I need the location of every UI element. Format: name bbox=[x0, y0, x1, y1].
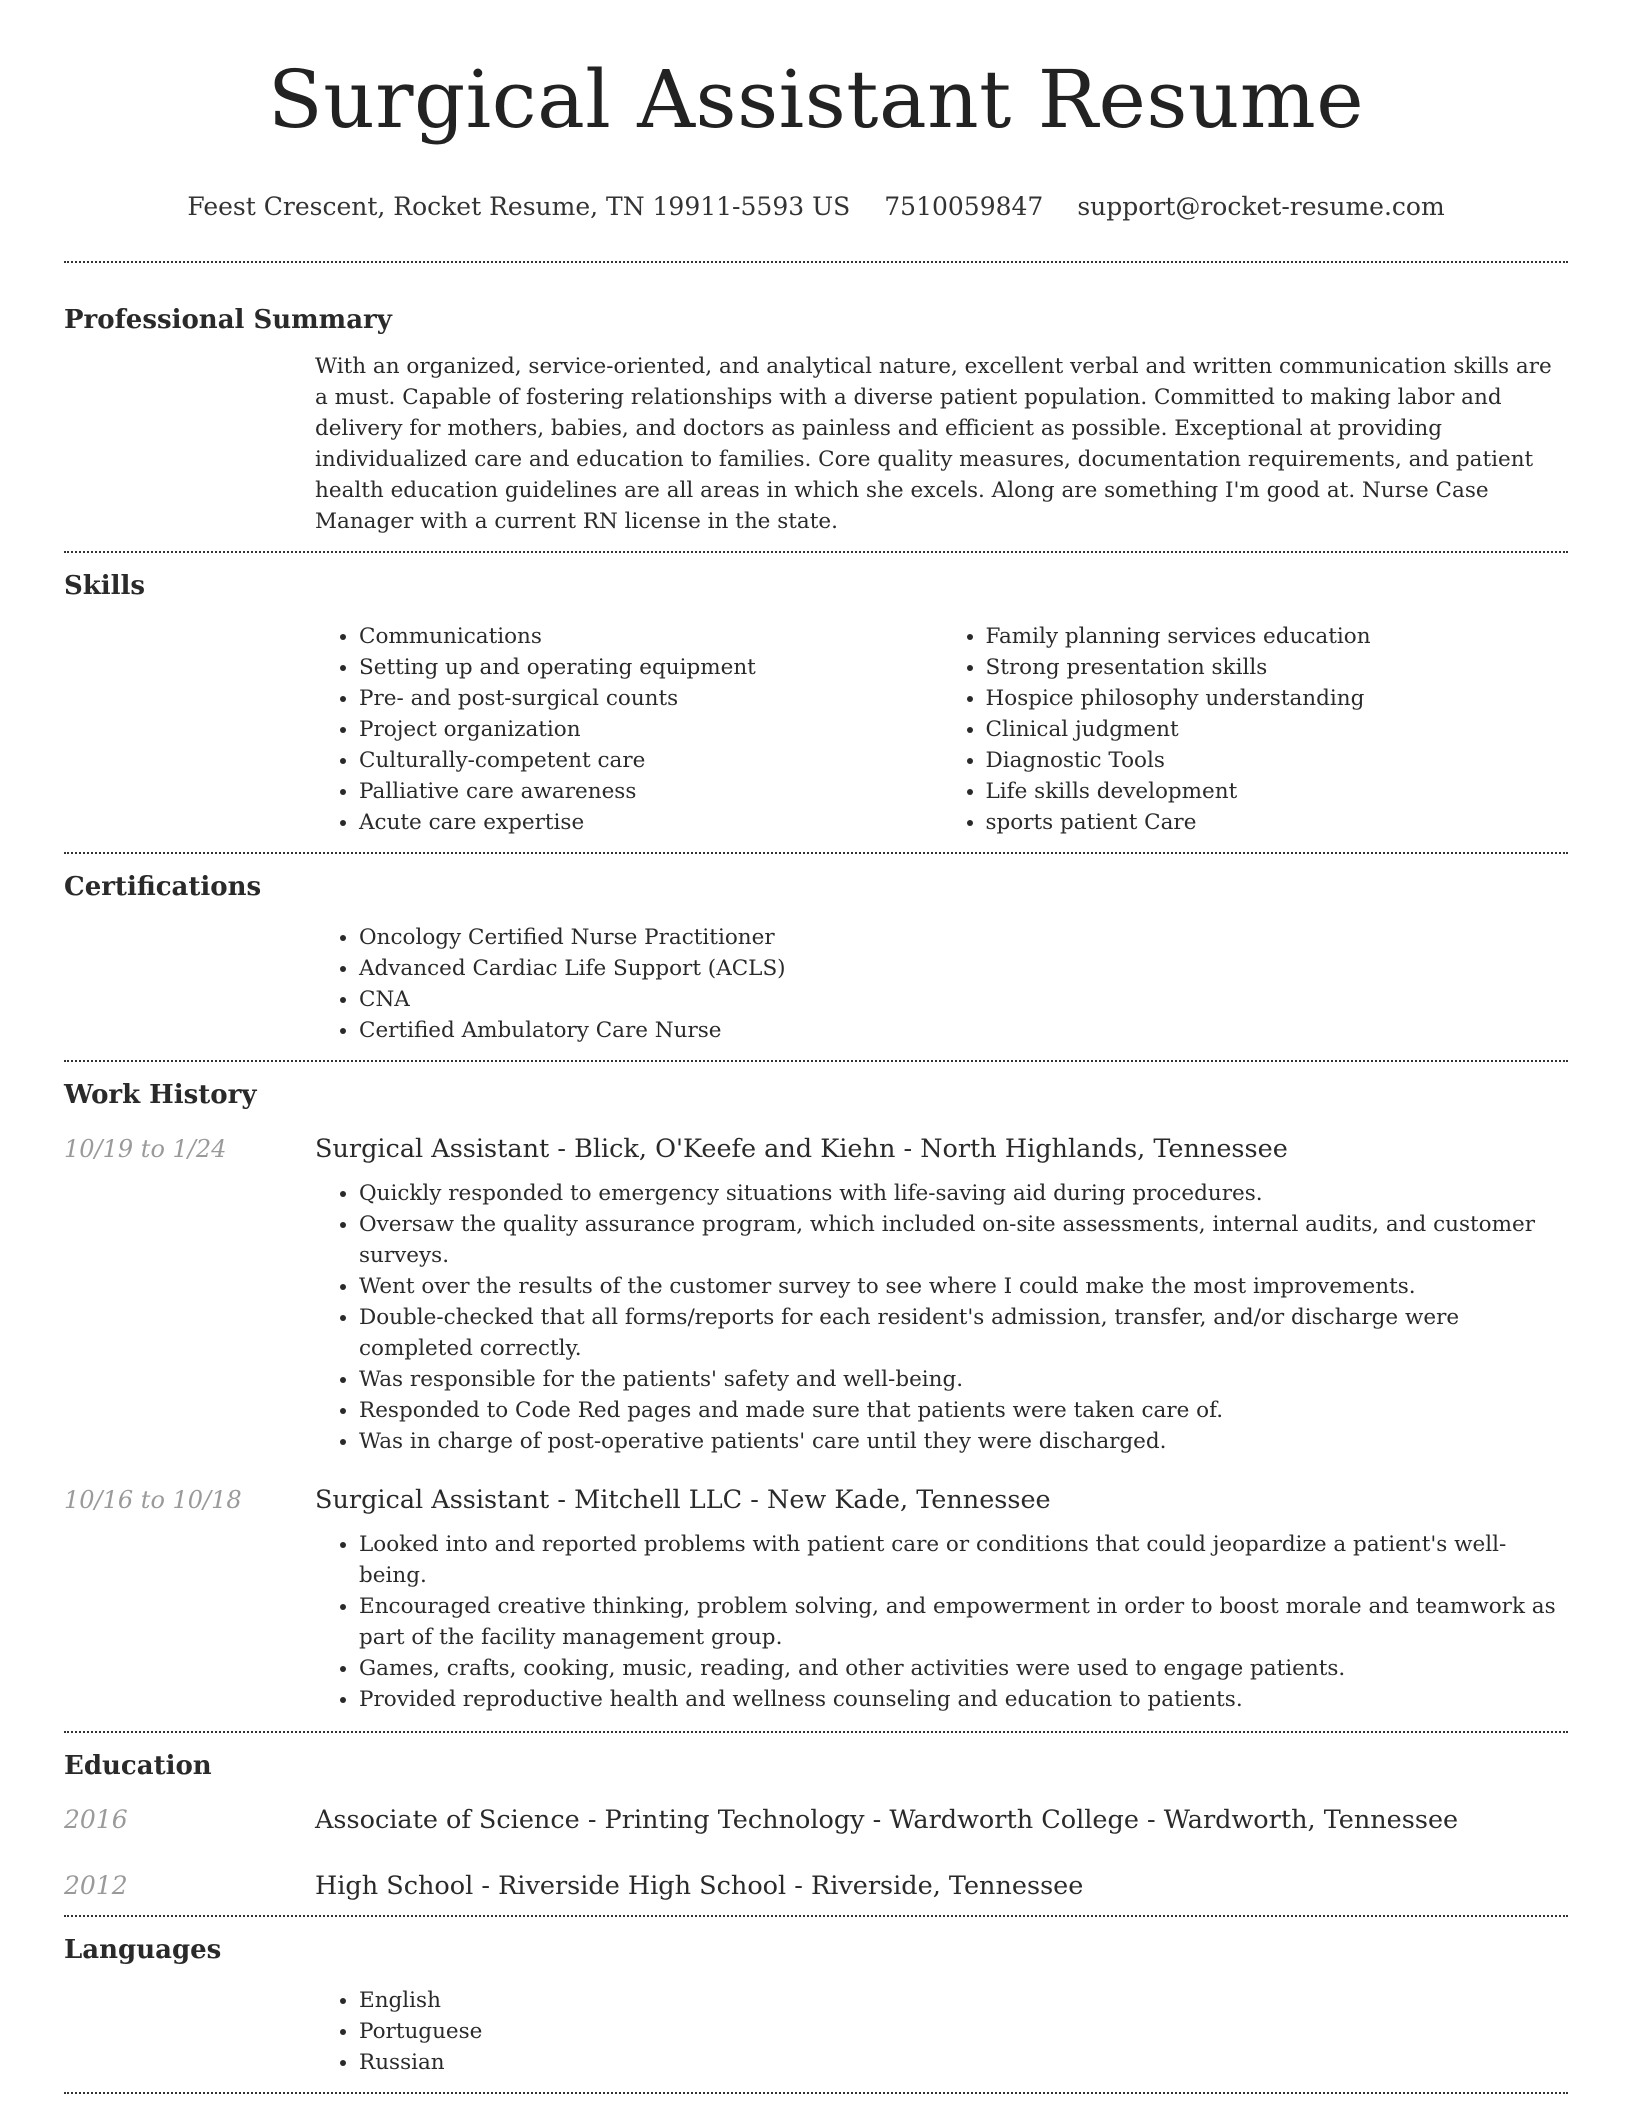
job-entry bbox=[64, 1485, 1568, 1515]
education-entry bbox=[64, 1871, 1568, 1901]
education-section bbox=[64, 1733, 1568, 1915]
summary-text: With an organized, service-oriented, and analytical nature, excellent verbal and written communication skills are a must. Capable of fostering relationships with a diverse patient population. Committed to making labor and delivery for mothers, babies, and doctors as painless and efficient as possible. Exceptional at providing individualized care and education to families. Core quality measures, documentation requirements, and patient health education guidelines are all areas in which she excels. Along are something I'm good at. Nurse Case Manager with a current RN license in the state. bbox=[315, 354, 1552, 534]
certification-item: • CNA bbox=[359, 984, 1568, 1015]
certification-item: • Oncology Certified Nurse Practitioner bbox=[359, 922, 1568, 953]
contact-address: Feest Crescent, Rocket Resume, TN 19911-5593 US bbox=[187, 192, 851, 221]
job-duty: • Went over the results of the customer survey to see where I could make the most improvements. bbox=[359, 1271, 1568, 1302]
skill-item: • Acute care expertise bbox=[359, 807, 942, 838]
job-duty: • Looked into and reported problems with patient care or conditions that could jeopardize a patient's well-being. bbox=[359, 1529, 1568, 1591]
job-dates: 10/16 to 10/18 bbox=[64, 1486, 242, 1514]
skill-item: • Palliative care awareness bbox=[359, 776, 942, 807]
skill-item: • Culturally-competent care bbox=[359, 745, 942, 776]
language-item: • English bbox=[359, 1985, 1568, 2016]
skills-list-left bbox=[315, 621, 942, 838]
job-duty: • Quickly responded to emergency situations with life-saving aid during procedures. bbox=[359, 1178, 1568, 1209]
education-details: - Printing Technology - Wardworth College - Wardworth, Tennessee bbox=[579, 1805, 1459, 1835]
summary-heading: Professional Summary bbox=[64, 305, 392, 335]
job-duty: • Encouraged creative thinking, problem solving, and empowerment in order to boost morale and teamwork as part of the facility management group. bbox=[359, 1591, 1568, 1653]
skill-item: • Pre- and post-surgical counts bbox=[359, 683, 942, 714]
skill-item: • Diagnostic Tools bbox=[986, 745, 1569, 776]
skill-item: • Communications bbox=[359, 621, 942, 652]
contact-phone: 7510059847 bbox=[884, 192, 1044, 221]
job-entry bbox=[64, 1134, 1568, 1164]
languages-list bbox=[315, 1985, 1568, 2078]
contact-email: support@rocket-resume.com bbox=[1077, 192, 1445, 221]
job-title: Surgical Assistant - Blick, O'Keefe and Kiehn - North Highlands, Tennessee bbox=[315, 1134, 1288, 1164]
work-history-heading: Work History bbox=[64, 1080, 257, 1110]
skill-item: • Family planning services education bbox=[986, 621, 1569, 652]
job-duty: • Provided reproductive health and wellness counseling and education to patients. bbox=[359, 1684, 1568, 1715]
job-duties-list bbox=[315, 1529, 1568, 1715]
languages-section bbox=[64, 1917, 1568, 2092]
job-duty: • Games, crafts, cooking, music, reading, and other activities were used to engage patients. bbox=[359, 1653, 1568, 1684]
skill-item: • Clinical judgment bbox=[986, 714, 1569, 745]
skills-section bbox=[64, 553, 1568, 852]
job-duty: • Was responsible for the patients' safety and well-being. bbox=[359, 1364, 1568, 1395]
certification-item: • Certified Ambulatory Care Nurse bbox=[359, 1015, 1568, 1046]
certifications-section bbox=[64, 854, 1568, 1060]
work-history-section bbox=[64, 1062, 1568, 1731]
education-year: 2012 bbox=[64, 1871, 128, 1900]
education-details: - Riverside High School - Riverside, Tennessee bbox=[473, 1871, 1084, 1901]
language-item: • Portuguese bbox=[359, 2016, 1568, 2047]
skills-heading: Skills bbox=[64, 571, 146, 601]
education-heading: Education bbox=[64, 1751, 212, 1781]
skill-item: • Setting up and operating equipment bbox=[359, 652, 942, 683]
resume-header bbox=[64, 0, 1568, 221]
education-entry bbox=[64, 1805, 1568, 1835]
skill-item: • Strong presentation skills bbox=[986, 652, 1569, 683]
job-duty: • Was in charge of post-operative patients' care until they were discharged. bbox=[359, 1426, 1568, 1457]
skill-item: • Hospice philosophy understanding bbox=[986, 683, 1569, 714]
certifications-heading: Certifications bbox=[64, 872, 262, 902]
languages-heading: Languages bbox=[64, 1935, 222, 1965]
job-title: Surgical Assistant - Mitchell LLC - New Kade, Tennessee bbox=[315, 1485, 1051, 1515]
resume-title: Surgical Assistant Resume bbox=[267, 53, 1365, 146]
skill-item: • Life skills development bbox=[986, 776, 1569, 807]
contact-line bbox=[64, 192, 1568, 221]
education-degree: Associate of Science bbox=[315, 1805, 580, 1835]
job-duties-list bbox=[315, 1178, 1568, 1457]
summary-section bbox=[64, 263, 1568, 551]
job-dates: 10/19 to 1/24 bbox=[64, 1135, 227, 1163]
education-year: 2016 bbox=[64, 1805, 128, 1834]
skill-item: • Project organization bbox=[359, 714, 942, 745]
skill-item: • sports patient Care bbox=[986, 807, 1569, 838]
job-duty: • Responded to Code Red pages and made sure that patients were taken care of. bbox=[359, 1395, 1568, 1426]
job-duty: • Double-checked that all forms/reports for each resident's admission, transfer, and/or discharge were completed correctly. bbox=[359, 1302, 1568, 1364]
certifications-list bbox=[315, 922, 1568, 1046]
language-item: • Russian bbox=[359, 2047, 1568, 2078]
job-duty: • Oversaw the quality assurance program, which included on-site assessments, internal audits, and customer surveys. bbox=[359, 1209, 1568, 1271]
skills-list-right bbox=[942, 621, 1569, 838]
section-divider bbox=[64, 2092, 1568, 2094]
education-degree: High School bbox=[315, 1871, 474, 1901]
certification-item: • Advanced Cardiac Life Support (ACLS) bbox=[359, 953, 1568, 984]
